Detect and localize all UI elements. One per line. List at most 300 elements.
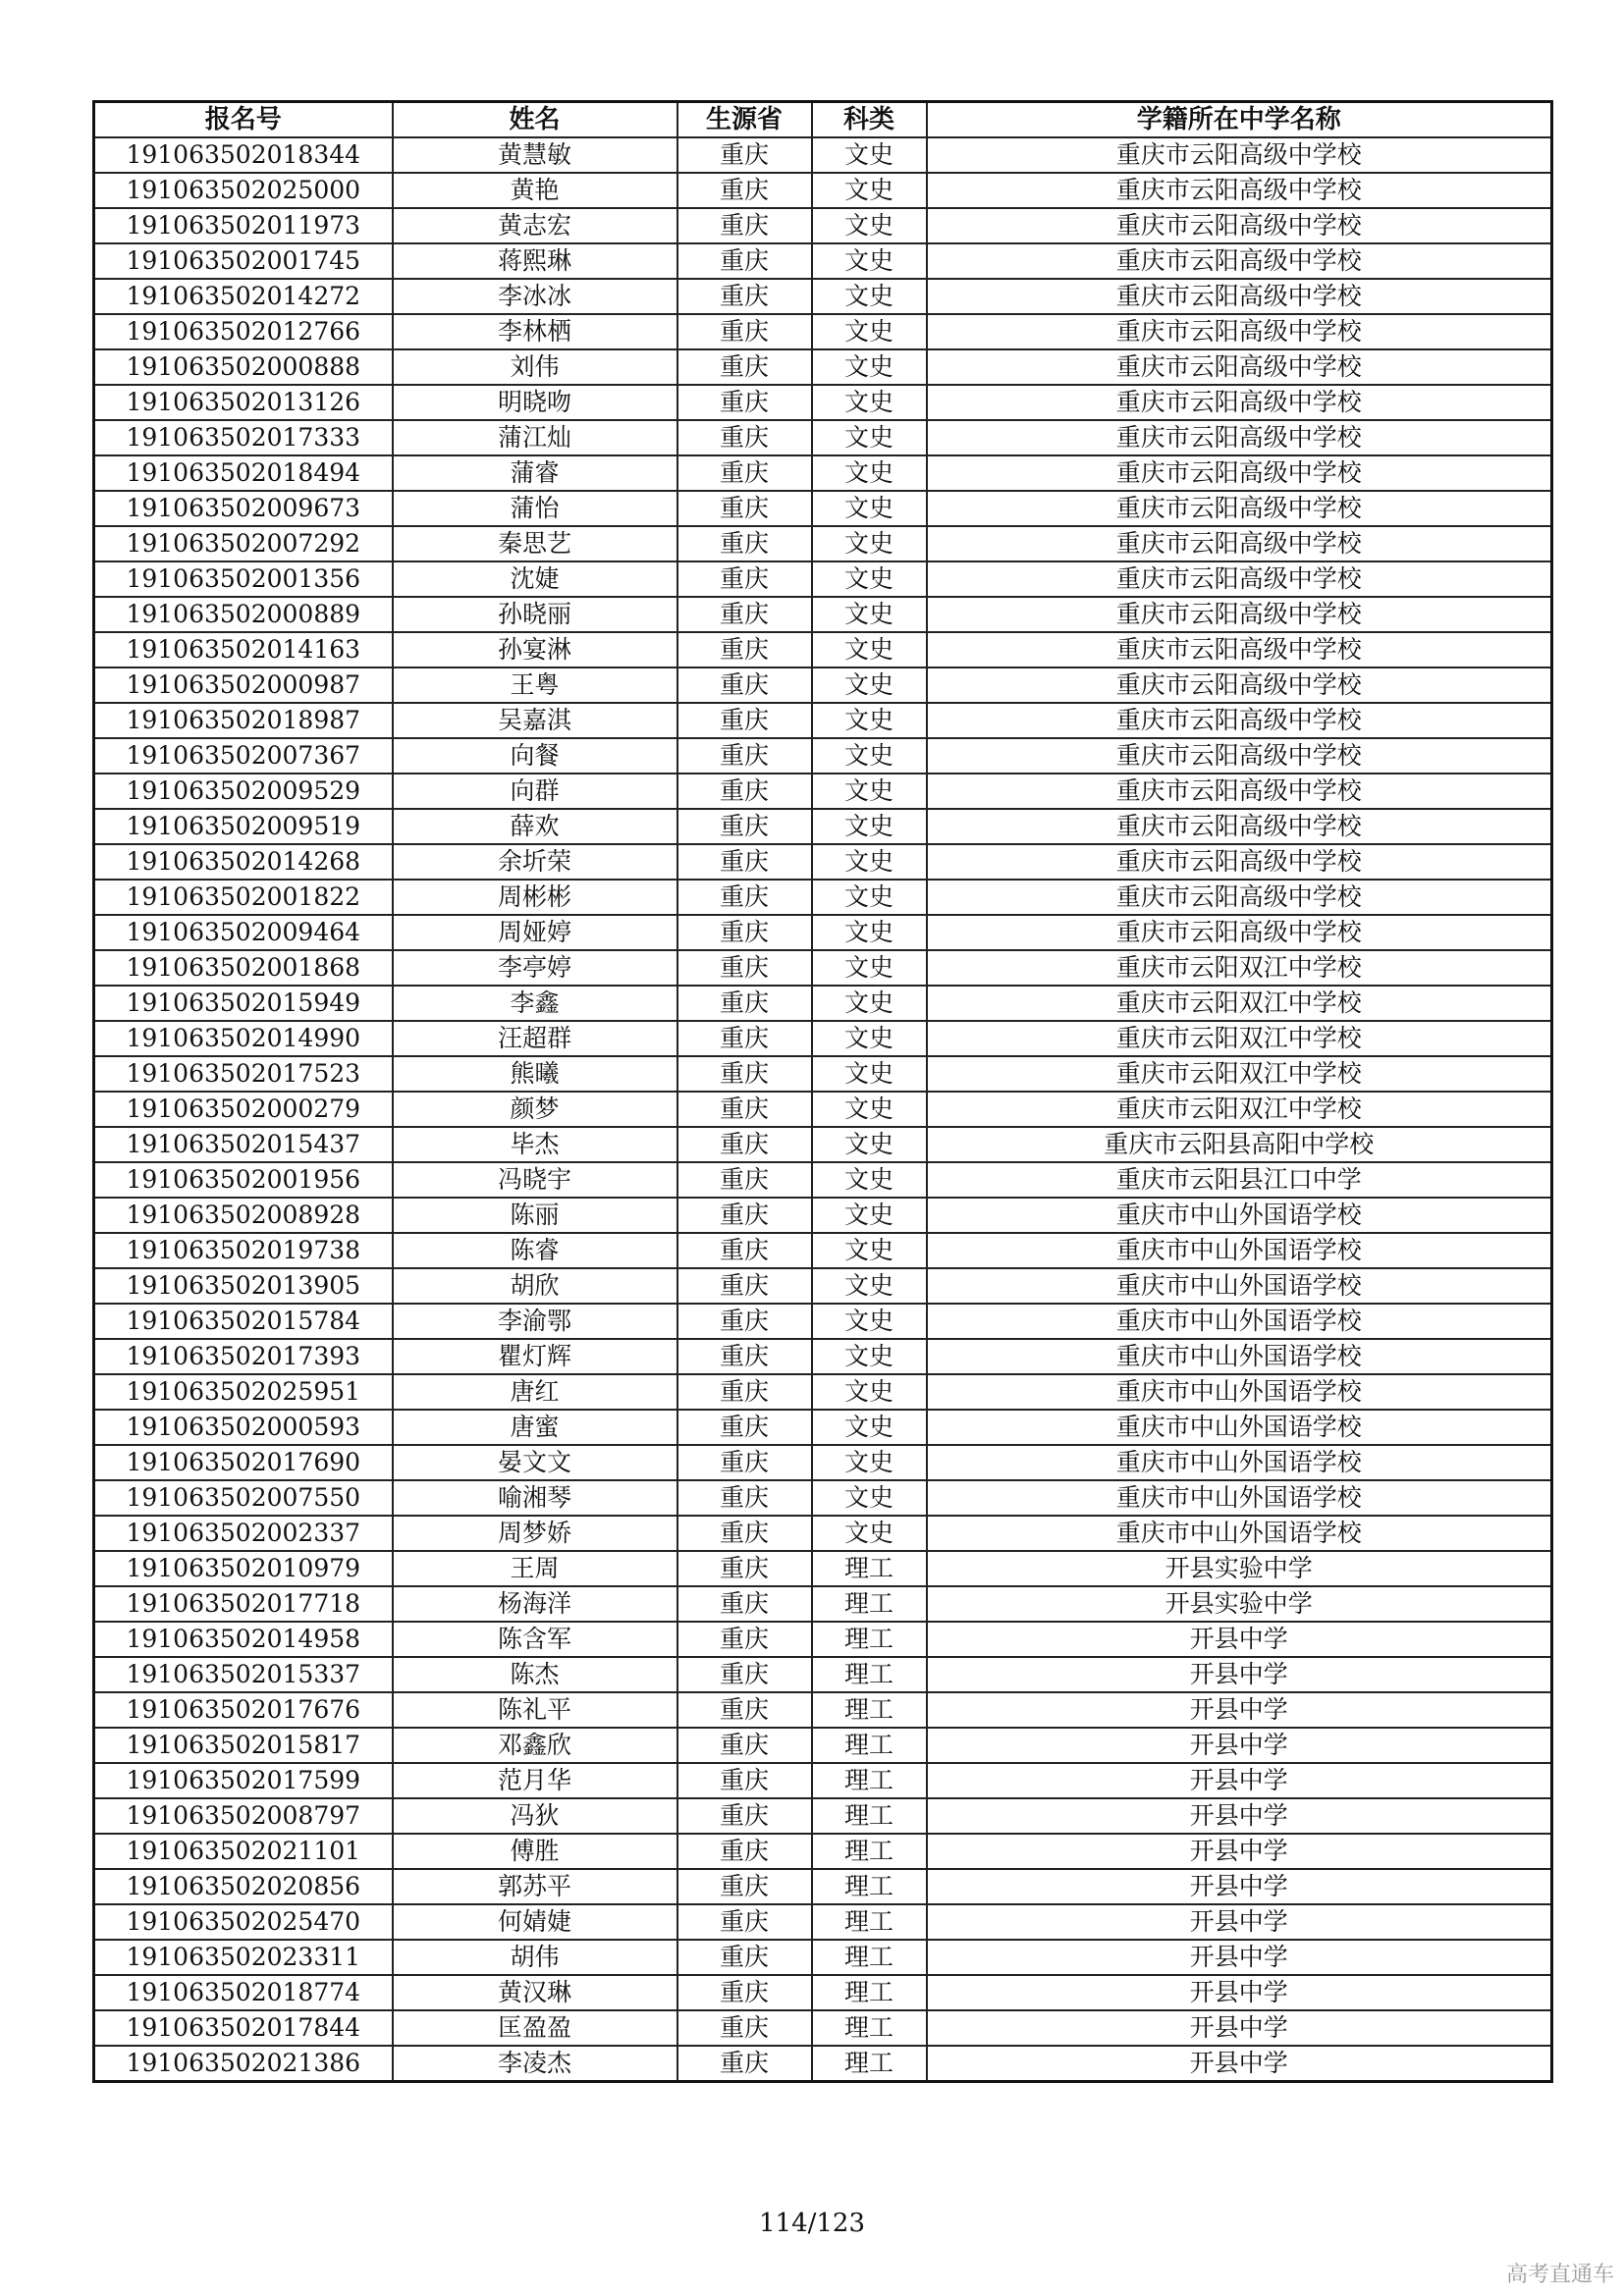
name-cell: 吴嘉淇 xyxy=(393,703,677,738)
registration-number-cell: 191063502000593 xyxy=(94,1410,393,1445)
registration-number-cell: 191063502014163 xyxy=(94,632,393,667)
province-cell: 重庆 xyxy=(677,491,812,526)
name-cell: 李林栖 xyxy=(393,314,677,349)
registration-number-cell: 191063502015817 xyxy=(94,1728,393,1763)
name-cell: 王周 xyxy=(393,1551,677,1586)
category-cell: 文史 xyxy=(812,173,927,208)
category-cell: 文史 xyxy=(812,137,927,173)
province-cell: 重庆 xyxy=(677,1021,812,1056)
header-province: 生源省 xyxy=(677,102,812,138)
table-row xyxy=(94,561,1552,597)
school-cell: 重庆市云阳双江中学校 xyxy=(927,1021,1552,1056)
table-row xyxy=(94,385,1552,420)
school-cell: 重庆市云阳高级中学校 xyxy=(927,314,1552,349)
category-cell: 理工 xyxy=(812,1763,927,1798)
table-row xyxy=(94,2046,1552,2082)
school-cell: 重庆市云阳高级中学校 xyxy=(927,455,1552,491)
school-cell: 重庆市中山外国语学校 xyxy=(927,1233,1552,1268)
category-cell: 理工 xyxy=(812,1622,927,1657)
province-cell: 重庆 xyxy=(677,561,812,597)
school-cell: 重庆市云阳高级中学校 xyxy=(927,279,1552,314)
category-cell: 文史 xyxy=(812,208,927,243)
table-row xyxy=(94,1869,1552,1904)
table-row xyxy=(94,349,1552,385)
name-cell: 邓鑫欣 xyxy=(393,1728,677,1763)
school-cell: 重庆市中山外国语学校 xyxy=(927,1339,1552,1374)
category-cell: 文史 xyxy=(812,809,927,844)
registration-number-cell: 191063502019738 xyxy=(94,1233,393,1268)
school-cell: 重庆市云阳高级中学校 xyxy=(927,243,1552,279)
name-cell: 陈含军 xyxy=(393,1622,677,1657)
registration-number-cell: 191063502025470 xyxy=(94,1904,393,1940)
category-cell: 文史 xyxy=(812,1056,927,1092)
school-cell: 重庆市中山外国语学校 xyxy=(927,1410,1552,1445)
school-cell: 开县实验中学 xyxy=(927,1586,1552,1622)
province-cell: 重庆 xyxy=(677,1056,812,1092)
school-cell: 重庆市云阳高级中学校 xyxy=(927,526,1552,561)
province-cell: 重庆 xyxy=(677,1763,812,1798)
table-row xyxy=(94,738,1552,774)
name-cell: 陈礼平 xyxy=(393,1692,677,1728)
table-row xyxy=(94,1056,1552,1092)
province-cell: 重庆 xyxy=(677,986,812,1021)
watermark: 高考直通车 xyxy=(1505,2263,1614,2287)
registration-number-cell: 191063502020856 xyxy=(94,1869,393,1904)
table-row xyxy=(94,1304,1552,1339)
name-cell: 余圻荣 xyxy=(393,844,677,880)
province-cell: 重庆 xyxy=(677,1374,812,1410)
school-cell: 重庆市云阳高级中学校 xyxy=(927,349,1552,385)
school-cell: 开县实验中学 xyxy=(927,1551,1552,1586)
registration-number-cell: 191063502017523 xyxy=(94,1056,393,1092)
province-cell: 重庆 xyxy=(677,738,812,774)
name-cell: 傅胜 xyxy=(393,1834,677,1869)
school-cell: 开县中学 xyxy=(927,1904,1552,1940)
name-cell: 唐红 xyxy=(393,1374,677,1410)
school-cell: 开县中学 xyxy=(927,1798,1552,1834)
category-cell: 文史 xyxy=(812,1092,927,1127)
school-cell: 重庆市云阳高级中学校 xyxy=(927,173,1552,208)
registration-number-cell: 191063502007292 xyxy=(94,526,393,561)
category-cell: 文史 xyxy=(812,420,927,455)
table-row xyxy=(94,279,1552,314)
school-cell: 重庆市中山外国语学校 xyxy=(927,1304,1552,1339)
registration-number-cell: 191063502025000 xyxy=(94,173,393,208)
province-cell: 重庆 xyxy=(677,597,812,632)
name-cell: 毕杰 xyxy=(393,1127,677,1162)
name-cell: 何婧婕 xyxy=(393,1904,677,1940)
table-row xyxy=(94,667,1552,703)
table-row xyxy=(94,526,1552,561)
school-cell: 重庆市云阳县高阳中学校 xyxy=(927,1127,1552,1162)
category-cell: 文史 xyxy=(812,1198,927,1233)
school-cell: 重庆市云阳双江中学校 xyxy=(927,1056,1552,1092)
school-cell: 重庆市中山外国语学校 xyxy=(927,1268,1552,1304)
table-row xyxy=(94,1692,1552,1728)
registration-number-cell: 191063502001822 xyxy=(94,880,393,915)
province-cell: 重庆 xyxy=(677,1940,812,1975)
name-cell: 冯狄 xyxy=(393,1798,677,1834)
name-cell: 黄志宏 xyxy=(393,208,677,243)
province-cell: 重庆 xyxy=(677,1092,812,1127)
registration-number-cell: 191063502014268 xyxy=(94,844,393,880)
province-cell: 重庆 xyxy=(677,2010,812,2046)
school-cell: 重庆市中山外国语学校 xyxy=(927,1480,1552,1516)
province-cell: 重庆 xyxy=(677,1551,812,1586)
table-row xyxy=(94,1268,1552,1304)
registration-number-cell: 191063502000888 xyxy=(94,349,393,385)
province-cell: 重庆 xyxy=(677,420,812,455)
registration-number-cell: 191063502018344 xyxy=(94,137,393,173)
school-cell: 重庆市中山外国语学校 xyxy=(927,1445,1552,1480)
province-cell: 重庆 xyxy=(677,1516,812,1551)
school-cell: 重庆市云阳高级中学校 xyxy=(927,915,1552,950)
registration-number-cell: 191063502015437 xyxy=(94,1127,393,1162)
province-cell: 重庆 xyxy=(677,632,812,667)
registration-number-cell: 191063502002337 xyxy=(94,1516,393,1551)
province-cell: 重庆 xyxy=(677,1410,812,1445)
province-cell: 重庆 xyxy=(677,2046,812,2082)
school-cell: 重庆市云阳高级中学校 xyxy=(927,385,1552,420)
school-cell: 重庆市云阳双江中学校 xyxy=(927,1092,1552,1127)
name-cell: 薛欢 xyxy=(393,809,677,844)
table-row xyxy=(94,1198,1552,1233)
category-cell: 文史 xyxy=(812,279,927,314)
school-cell: 重庆市云阳高级中学校 xyxy=(927,844,1552,880)
category-cell: 文史 xyxy=(812,703,927,738)
school-cell: 重庆市云阳高级中学校 xyxy=(927,561,1552,597)
table-row xyxy=(94,632,1552,667)
table-row xyxy=(94,137,1552,173)
category-cell: 理工 xyxy=(812,1657,927,1692)
registration-number-cell: 191063502017599 xyxy=(94,1763,393,1798)
table-row xyxy=(94,774,1552,809)
registration-number-cell: 191063502007367 xyxy=(94,738,393,774)
table-row xyxy=(94,1622,1552,1657)
name-cell: 颜梦 xyxy=(393,1092,677,1127)
name-cell: 蒲怡 xyxy=(393,491,677,526)
category-cell: 文史 xyxy=(812,455,927,491)
name-cell: 周娅婷 xyxy=(393,915,677,950)
registration-number-cell: 191063502015337 xyxy=(94,1657,393,1692)
category-cell: 文史 xyxy=(812,1410,927,1445)
table-row xyxy=(94,915,1552,950)
name-cell: 蒋熙琳 xyxy=(393,243,677,279)
name-cell: 蒲睿 xyxy=(393,455,677,491)
name-cell: 李亭婷 xyxy=(393,950,677,986)
registration-number-cell: 191063502025951 xyxy=(94,1374,393,1410)
table-row xyxy=(94,173,1552,208)
category-cell: 理工 xyxy=(812,1940,927,1975)
name-cell: 明晓吻 xyxy=(393,385,677,420)
table-row xyxy=(94,1975,1552,2010)
province-cell: 重庆 xyxy=(677,1445,812,1480)
registration-number-cell: 191063502000889 xyxy=(94,597,393,632)
table-row xyxy=(94,314,1552,349)
province-cell: 重庆 xyxy=(677,349,812,385)
category-cell: 文史 xyxy=(812,632,927,667)
province-cell: 重庆 xyxy=(677,844,812,880)
student-roster-table xyxy=(92,100,1553,2083)
table-row xyxy=(94,844,1552,880)
registration-number-cell: 191063502001745 xyxy=(94,243,393,279)
table-row xyxy=(94,880,1552,915)
page-number: 114/123 xyxy=(758,2209,865,2238)
school-cell: 开县中学 xyxy=(927,1834,1552,1869)
name-cell: 李冰冰 xyxy=(393,279,677,314)
name-cell: 晏文文 xyxy=(393,1445,677,1480)
category-cell: 文史 xyxy=(812,1339,927,1374)
registration-number-cell: 191063502001868 xyxy=(94,950,393,986)
table-row xyxy=(94,208,1552,243)
name-cell: 瞿灯辉 xyxy=(393,1339,677,1374)
school-cell: 重庆市云阳高级中学校 xyxy=(927,137,1552,173)
category-cell: 理工 xyxy=(812,1551,927,1586)
table-row xyxy=(94,1763,1552,1798)
school-cell: 开县中学 xyxy=(927,1763,1552,1798)
category-cell: 文史 xyxy=(812,491,927,526)
province-cell: 重庆 xyxy=(677,314,812,349)
school-cell: 重庆市中山外国语学校 xyxy=(927,1374,1552,1410)
registration-number-cell: 191063502018774 xyxy=(94,1975,393,2010)
category-cell: 文史 xyxy=(812,1127,927,1162)
table-row xyxy=(94,1516,1552,1551)
province-cell: 重庆 xyxy=(677,1798,812,1834)
province-cell: 重庆 xyxy=(677,1480,812,1516)
school-cell: 开县中学 xyxy=(927,1975,1552,2010)
name-cell: 秦思艺 xyxy=(393,526,677,561)
category-cell: 文史 xyxy=(812,915,927,950)
province-cell: 重庆 xyxy=(677,774,812,809)
table-row xyxy=(94,1904,1552,1940)
category-cell: 文史 xyxy=(812,349,927,385)
school-cell: 重庆市云阳高级中学校 xyxy=(927,809,1552,844)
table-body xyxy=(94,137,1552,2082)
table-row xyxy=(94,2010,1552,2046)
name-cell: 冯晓宇 xyxy=(393,1162,677,1198)
name-cell: 匡盈盈 xyxy=(393,2010,677,2046)
school-cell: 重庆市云阳高级中学校 xyxy=(927,880,1552,915)
province-cell: 重庆 xyxy=(677,1339,812,1374)
registration-number-cell: 191063502007550 xyxy=(94,1480,393,1516)
category-cell: 理工 xyxy=(812,1728,927,1763)
school-cell: 开县中学 xyxy=(927,1728,1552,1763)
school-cell: 重庆市云阳高级中学校 xyxy=(927,703,1552,738)
province-cell: 重庆 xyxy=(677,1657,812,1692)
name-cell: 陈杰 xyxy=(393,1657,677,1692)
table-row xyxy=(94,1480,1552,1516)
name-cell: 汪超群 xyxy=(393,1021,677,1056)
registration-number-cell: 191063502017333 xyxy=(94,420,393,455)
table-row xyxy=(94,950,1552,986)
school-cell: 开县中学 xyxy=(927,1622,1552,1657)
registration-number-cell: 191063502014272 xyxy=(94,279,393,314)
province-cell: 重庆 xyxy=(677,173,812,208)
school-cell: 开县中学 xyxy=(927,1657,1552,1692)
table-row xyxy=(94,1551,1552,1586)
province-cell: 重庆 xyxy=(677,243,812,279)
category-cell: 理工 xyxy=(812,1834,927,1869)
category-cell: 文史 xyxy=(812,667,927,703)
name-cell: 唐蜜 xyxy=(393,1410,677,1445)
name-cell: 郭苏平 xyxy=(393,1869,677,1904)
name-cell: 向群 xyxy=(393,774,677,809)
province-cell: 重庆 xyxy=(677,809,812,844)
table-row xyxy=(94,1233,1552,1268)
registration-number-cell: 191063502001356 xyxy=(94,561,393,597)
category-cell: 理工 xyxy=(812,1904,927,1940)
table-row xyxy=(94,420,1552,455)
category-cell: 文史 xyxy=(812,1374,927,1410)
province-cell: 重庆 xyxy=(677,950,812,986)
category-cell: 文史 xyxy=(812,561,927,597)
header-school: 学籍所在中学名称 xyxy=(927,102,1552,138)
province-cell: 重庆 xyxy=(677,1975,812,2010)
category-cell: 文史 xyxy=(812,1021,927,1056)
category-cell: 理工 xyxy=(812,1586,927,1622)
table-row xyxy=(94,1092,1552,1127)
school-cell: 重庆市云阳高级中学校 xyxy=(927,208,1552,243)
category-cell: 理工 xyxy=(812,1692,927,1728)
category-cell: 文史 xyxy=(812,1445,927,1480)
name-cell: 黄汉琳 xyxy=(393,1975,677,2010)
province-cell: 重庆 xyxy=(677,1692,812,1728)
school-cell: 开县中学 xyxy=(927,1869,1552,1904)
category-cell: 文史 xyxy=(812,314,927,349)
school-cell: 重庆市云阳双江中学校 xyxy=(927,950,1552,986)
category-cell: 文史 xyxy=(812,1480,927,1516)
table-row xyxy=(94,1162,1552,1198)
province-cell: 重庆 xyxy=(677,703,812,738)
school-cell: 重庆市云阳县江口中学 xyxy=(927,1162,1552,1198)
school-cell: 重庆市云阳高级中学校 xyxy=(927,738,1552,774)
table-row xyxy=(94,1445,1552,1480)
name-cell: 陈丽 xyxy=(393,1198,677,1233)
table-row xyxy=(94,243,1552,279)
table-row xyxy=(94,1834,1552,1869)
category-cell: 文史 xyxy=(812,774,927,809)
registration-number-cell: 191063502017393 xyxy=(94,1339,393,1374)
province-cell: 重庆 xyxy=(677,880,812,915)
province-cell: 重庆 xyxy=(677,1586,812,1622)
name-cell: 蒲江灿 xyxy=(393,420,677,455)
province-cell: 重庆 xyxy=(677,1904,812,1940)
name-cell: 向餐 xyxy=(393,738,677,774)
registration-number-cell: 191063502000987 xyxy=(94,667,393,703)
category-cell: 理工 xyxy=(812,1869,927,1904)
category-cell: 文史 xyxy=(812,1162,927,1198)
name-cell: 孙晓丽 xyxy=(393,597,677,632)
school-cell: 开县中学 xyxy=(927,2046,1552,2082)
registration-number-cell: 191063502015784 xyxy=(94,1304,393,1339)
province-cell: 重庆 xyxy=(677,279,812,314)
table-row xyxy=(94,1728,1552,1763)
province-cell: 重庆 xyxy=(677,1268,812,1304)
name-cell: 黄艳 xyxy=(393,173,677,208)
province-cell: 重庆 xyxy=(677,385,812,420)
category-cell: 文史 xyxy=(812,738,927,774)
registration-number-cell: 191063502009529 xyxy=(94,774,393,809)
table-row xyxy=(94,1339,1552,1374)
province-cell: 重庆 xyxy=(677,1622,812,1657)
registration-number-cell: 191063502010979 xyxy=(94,1551,393,1586)
province-cell: 重庆 xyxy=(677,1834,812,1869)
name-cell: 黄慧敏 xyxy=(393,137,677,173)
header-name: 姓名 xyxy=(393,102,677,138)
school-cell: 重庆市云阳高级中学校 xyxy=(927,597,1552,632)
school-cell: 重庆市中山外国语学校 xyxy=(927,1198,1552,1233)
registration-number-cell: 191063502018987 xyxy=(94,703,393,738)
name-cell: 杨海洋 xyxy=(393,1586,677,1622)
registration-number-cell: 191063502009519 xyxy=(94,809,393,844)
school-cell: 重庆市云阳高级中学校 xyxy=(927,632,1552,667)
name-cell: 沈婕 xyxy=(393,561,677,597)
registration-number-cell: 191063502009464 xyxy=(94,915,393,950)
table-row xyxy=(94,1410,1552,1445)
table-row xyxy=(94,1586,1552,1622)
school-cell: 重庆市云阳高级中学校 xyxy=(927,491,1552,526)
registration-number-cell: 191063502009673 xyxy=(94,491,393,526)
registration-number-cell: 191063502012766 xyxy=(94,314,393,349)
registration-number-cell: 191063502017690 xyxy=(94,1445,393,1480)
province-cell: 重庆 xyxy=(677,1198,812,1233)
category-cell: 文史 xyxy=(812,844,927,880)
table-row xyxy=(94,809,1552,844)
category-cell: 文史 xyxy=(812,950,927,986)
name-cell: 周梦娇 xyxy=(393,1516,677,1551)
name-cell: 胡伟 xyxy=(393,1940,677,1975)
registration-number-cell: 191063502014958 xyxy=(94,1622,393,1657)
registration-number-cell: 191063502018494 xyxy=(94,455,393,491)
name-cell: 周彬彬 xyxy=(393,880,677,915)
school-cell: 重庆市云阳高级中学校 xyxy=(927,774,1552,809)
category-cell: 理工 xyxy=(812,1798,927,1834)
province-cell: 重庆 xyxy=(677,1304,812,1339)
province-cell: 重庆 xyxy=(677,208,812,243)
header-registration-number: 报名号 xyxy=(94,102,393,138)
province-cell: 重庆 xyxy=(677,455,812,491)
category-cell: 文史 xyxy=(812,1516,927,1551)
registration-number-cell: 191063502014990 xyxy=(94,1021,393,1056)
name-cell: 喻湘琴 xyxy=(393,1480,677,1516)
registration-number-cell: 191063502001956 xyxy=(94,1162,393,1198)
registration-number-cell: 191063502017844 xyxy=(94,2010,393,2046)
school-cell: 重庆市云阳高级中学校 xyxy=(927,420,1552,455)
table-row xyxy=(94,1021,1552,1056)
registration-number-cell: 191063502000279 xyxy=(94,1092,393,1127)
table-row xyxy=(94,597,1552,632)
table-header-row xyxy=(94,102,1552,138)
category-cell: 理工 xyxy=(812,1975,927,2010)
table-row xyxy=(94,491,1552,526)
name-cell: 李鑫 xyxy=(393,986,677,1021)
category-cell: 文史 xyxy=(812,880,927,915)
name-cell: 李渝鄂 xyxy=(393,1304,677,1339)
registration-number-cell: 191063502013905 xyxy=(94,1268,393,1304)
school-cell: 开县中学 xyxy=(927,2010,1552,2046)
name-cell: 胡欣 xyxy=(393,1268,677,1304)
table-row xyxy=(94,1798,1552,1834)
province-cell: 重庆 xyxy=(677,1127,812,1162)
province-cell: 重庆 xyxy=(677,1162,812,1198)
category-cell: 文史 xyxy=(812,385,927,420)
province-cell: 重庆 xyxy=(677,1233,812,1268)
category-cell: 理工 xyxy=(812,2010,927,2046)
name-cell: 刘伟 xyxy=(393,349,677,385)
school-cell: 重庆市云阳高级中学校 xyxy=(927,667,1552,703)
province-cell: 重庆 xyxy=(677,526,812,561)
registration-number-cell: 191063502013126 xyxy=(94,385,393,420)
